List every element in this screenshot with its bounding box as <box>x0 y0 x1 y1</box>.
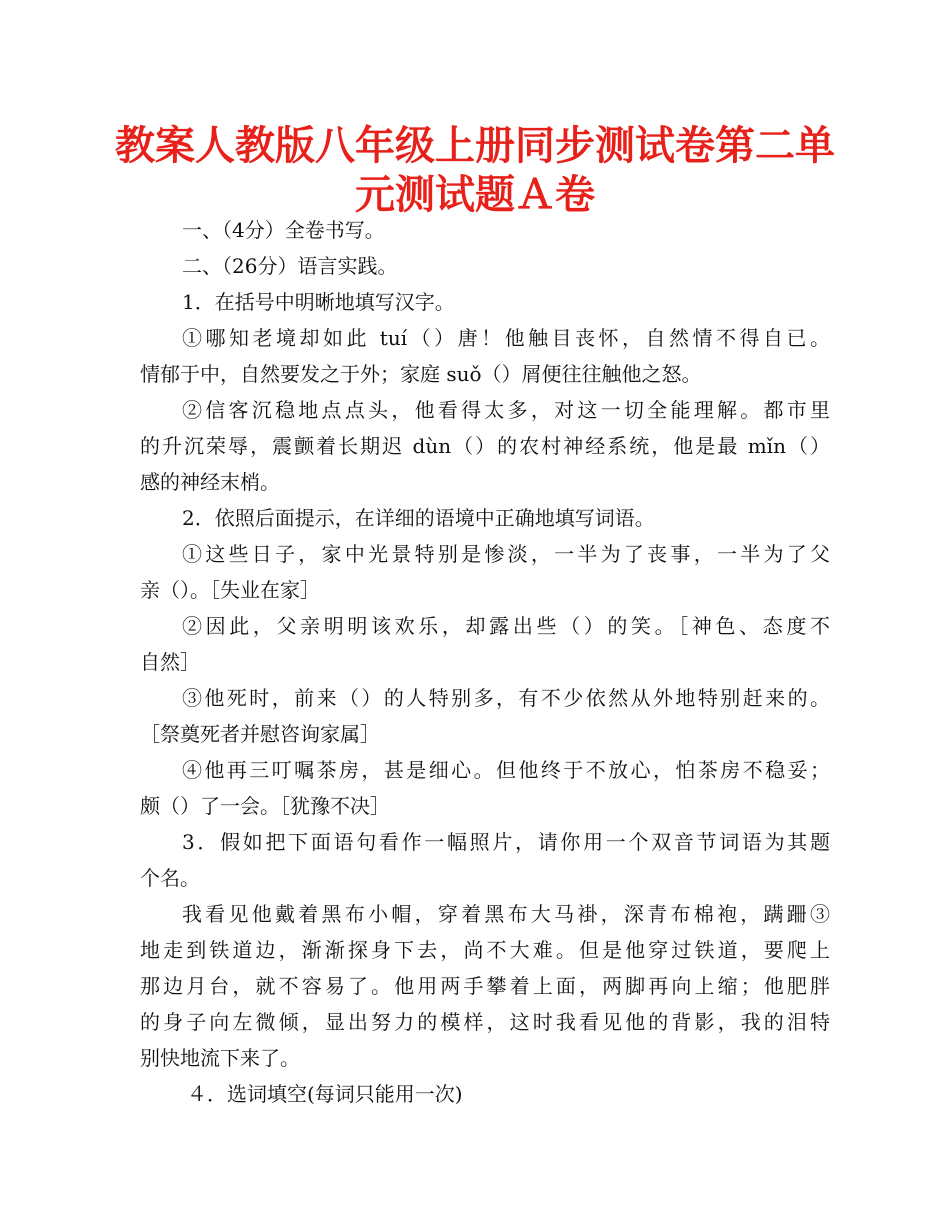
question-2-item-1-cont: 亲（）。［失业在家］ <box>140 578 320 602</box>
section-1-heading: 一、（4分）全卷书写。 <box>182 218 385 242</box>
passage-line-3: 那边月台，就不容易了。他用两手攀着上面，两脚再向上缩；他肥胖 <box>140 974 830 998</box>
question-2-item-2-cont: 自然］ <box>140 650 200 674</box>
question-1-item-2-cont: 的升沉荣辱，震颤着长期迟 dùn（）的农村神经系统，他是最 mǐn（） <box>140 434 830 458</box>
question-2-item-3-cont: ［祭奠死者并慰咨询家属］ <box>140 722 380 746</box>
question-2-prompt: 2．依照后面提示，在详细的语境中正确地填写词语。 <box>182 506 655 530</box>
question-1-item-2: ②信客沉稳地点点头，他看得太多，对这一切全能理解。都市里 <box>182 398 830 422</box>
question-1-item-1-cont: 情郁于中，自然要发之于外；家庭 suǒ（）屑便往往触他之怒。 <box>140 362 702 386</box>
question-2-item-3: ③他死时，前来（）的人特别多，有不少依然从外地特别赶来的。 <box>182 686 830 710</box>
question-1-item-1: ①哪知老境却如此 tuí（）唐！他触目丧怀，自然情不得自已。 <box>182 326 830 350</box>
question-3-prompt-cont: 个名。 <box>140 866 200 890</box>
question-2-item-2: ②因此，父亲明明该欢乐，却露出些（）的笑。［神色、态度不 <box>182 614 830 638</box>
question-2-item-1: ①这些日子，家中光景特别是惨淡，一半为了丧事，一半为了父 <box>182 542 830 566</box>
question-2-item-4: ④他再三叮嘱茶房，甚是细心。但他终于不放心，怕茶房不稳妥； <box>182 758 830 782</box>
document-title-line-1: 教案人教版八年级上册同步测试卷第二单 <box>115 123 835 169</box>
question-2-item-4-cont: 颇（）了一会。［犹豫不决］ <box>140 794 390 818</box>
section-2-heading: 二、（26分）语言实践。 <box>182 254 398 278</box>
document-title-line-2: 元测试题Ａ卷 <box>355 172 595 218</box>
question-4-prompt: ４．选词填空(每词只能用一次) <box>187 1082 463 1106</box>
passage-line-2: 地走到铁道边，渐渐探身下去，尚不大难。但是他穿过铁道，要爬上 <box>140 938 830 962</box>
question-1-item-2-end: 感的神经末梢。 <box>140 470 280 494</box>
question-1-prompt: 1．在括号中明晰地填写汉字。 <box>182 290 455 314</box>
passage-line-4: 的身子向左微倾，显出努力的模样，这时我看见他的背影，我的泪特 <box>140 1010 830 1034</box>
passage-line-5: 别快地流下来了。 <box>140 1046 300 1070</box>
passage-line-1: 我看见他戴着黑布小帽，穿着黑布大马褂，深青布棉袍，蹒跚③ <box>182 902 830 926</box>
question-3-prompt: 3．假如把下面语句看作一幅照片，请你用一个双音节词语为其题 <box>182 830 830 854</box>
